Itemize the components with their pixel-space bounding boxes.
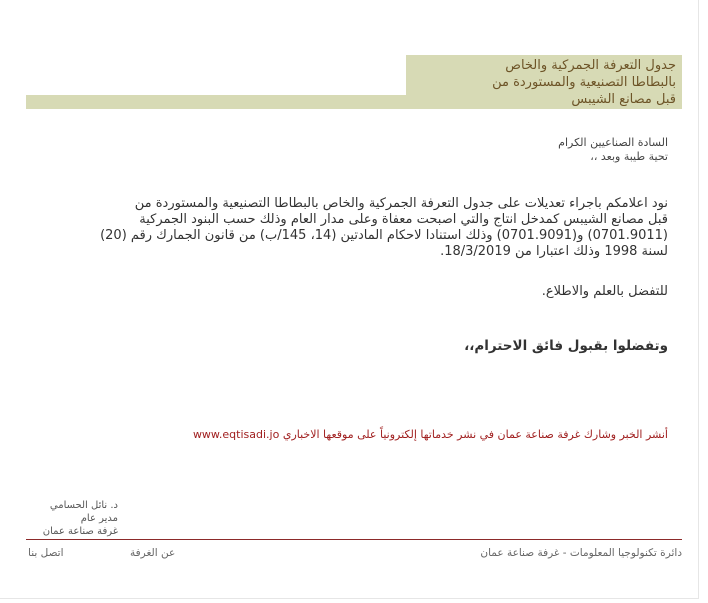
body-line-2: قبل مصانع الشيبس كمدخل انتاج والتي اصبحت معفاة وعلى مدار العام وذلك حسب البنود الجمركية [139, 212, 668, 227]
body-paragraph [38, 196, 668, 260]
header-line-1: جدول التعرفة الجمركية والخاص [505, 58, 676, 73]
signature-block [26, 499, 118, 538]
signature-name: د. نائل الحسامي [49, 500, 118, 511]
website-link[interactable]: www.eqtisadi.jo [192, 428, 280, 441]
share-notice [193, 428, 668, 441]
body-line-1: نود اعلامكم باجراء تعديلات على جدول التعرفة الجمركية والخاص بالبطاطا التصنيعية والمستوردة من [134, 196, 668, 211]
body-line-3: (0701.9011) و(0701.9091) وذلك استنادا لاحكام المادتين (14، 145/ب) من قانون الجمارك رقم (20) [100, 228, 668, 243]
thanks-line: للتفضل بالعلم والاطلاع. [541, 284, 668, 299]
share-text: أنشر الخبر وشارك غرفة صناعة عمان في نشر خدماتها إلكترونياً على موقعها الاخباري [282, 428, 668, 441]
header-line-2: بالبطاطا التصنيعية والمستوردة من [492, 75, 676, 90]
greeting [558, 136, 668, 164]
signature-org: غرفة صناعة عمان [42, 526, 118, 537]
footer-about-link[interactable]: عن الغرفة [130, 547, 176, 559]
signature-title: مدير عام [80, 513, 118, 524]
regards: تحية طيبة وبعد ،، [590, 150, 668, 163]
header-line-3: قبل مصانع الشيبس [571, 92, 676, 107]
header-title [406, 57, 676, 108]
footer-divider [26, 539, 682, 540]
salutation: السادة الصناعيين الكرام [558, 136, 668, 149]
closing-line: وتفضلوا بقبول فائق الاحترام،، [464, 338, 668, 354]
header-banner [26, 55, 682, 107]
footer-department: دائرة تكنولوجيا المعلومات - غرفة صناعة عمان [480, 547, 682, 559]
body-line-4: لسنة 1998 وذلك اعتبارا من 18/3/2019. [440, 244, 668, 259]
footer-contact-link[interactable]: اتصل بنا [28, 547, 64, 559]
